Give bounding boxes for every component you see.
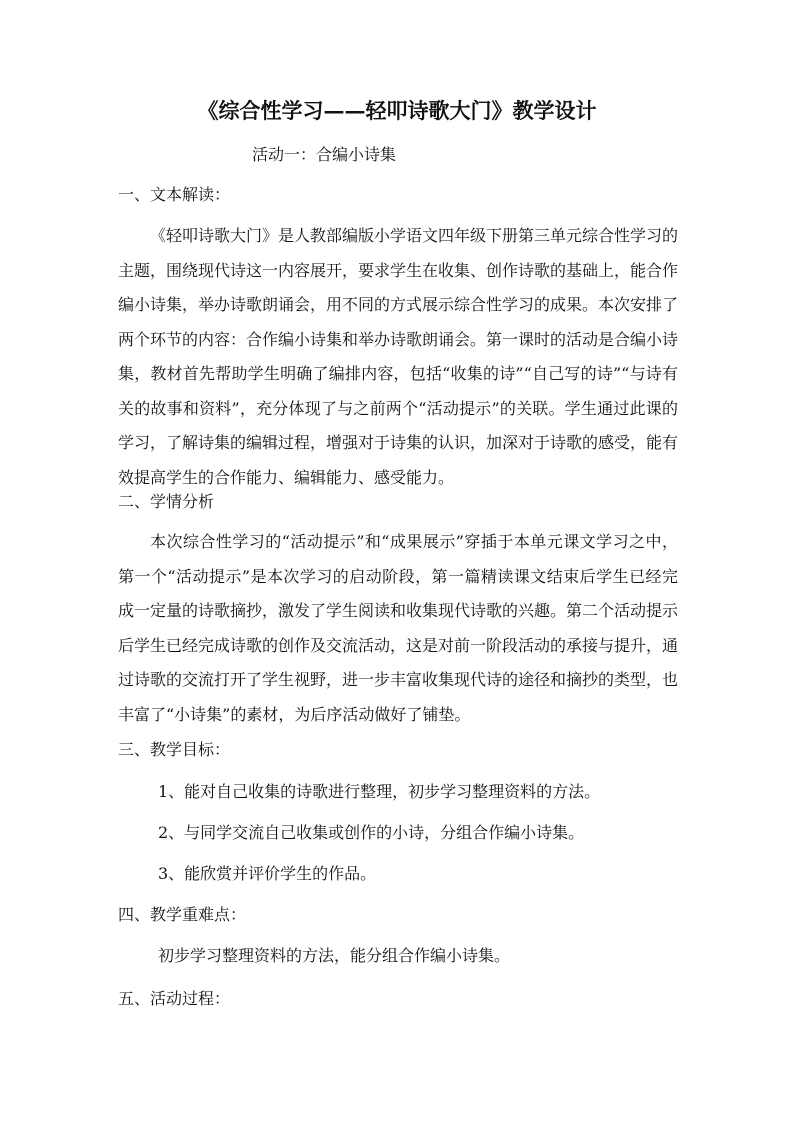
- key-point-item: 初步学习整理资料的方法，能分组合作编小诗集。: [158, 946, 511, 965]
- section-paragraph-student-analysis: 本次综合性学习的“活动提示”和“成果展示”穿插于本单元课文学习之中，第一个“活动提示”是本次学习的启动阶段，第一篇精读课文结束后学生已经完成一定量的诗歌摘抄，激发了学生阅读和收集现代诗歌的兴趣。第二个活动提示后学生已经完成诗歌的创作及交流活动，这是对前一阶段活动的承接与提升，通过诗歌的交流打开了学生视野，进一步丰富收集现代诗的途径和摘抄的类型，也丰富了“小诗集”的素材，为后序活动做好了铺垫。: [118, 532, 679, 724]
- activity-subtitle: 活动一：合编小诗集: [252, 145, 397, 164]
- section-heading-teaching-goals: 三、教学目标：: [118, 740, 231, 759]
- section-heading-key-points: 四、教学重难点：: [118, 905, 247, 924]
- section-heading-student-analysis: 二、学情分析: [118, 492, 215, 511]
- goal-item-3: 3、能欣赏并评价学生的作品。: [158, 864, 377, 883]
- section-heading-activity-process: 五、活动过程：: [118, 989, 231, 1008]
- section-heading-text-analysis: 一、文本解读：: [118, 185, 231, 204]
- goal-item-2: 2、与同学交流自己收集或创作的小诗，分组合作编小诗集。: [158, 823, 585, 842]
- goal-item-1: 1、能对自己收集的诗歌进行整理，初步学习整理资料的方法。: [158, 782, 601, 801]
- document-title: 《综合性学习——轻叩诗歌大门》教学设计: [197, 98, 597, 123]
- section-paragraph-text-analysis: 《轻叩诗歌大门》是人教部编版小学语文四年级下册第三单元综合性学习的主题，围绕现代诗这一内容展开，要求学生在收集、创作诗歌的基础上，能合作编小诗集，举办诗歌朗诵会，用不同的方式展示综合性学习的成果。本次安排了两个环节的内容：合作编小诗集和举办诗歌朗诵会。第一课时的活动是合编小诗集，教材首先帮助学生明确了编排内容，包括“收集的诗”“自己写的诗”“与诗有关的故事和资料”，充分体现了与之前两个“活动提示”的关联。学生通过此课的学习，了解诗集的编辑过程，增强对于诗集的认识，加深对于诗歌的感受，能有效提高学生的合作能力、编辑能力、感受能力。: [118, 226, 679, 487]
